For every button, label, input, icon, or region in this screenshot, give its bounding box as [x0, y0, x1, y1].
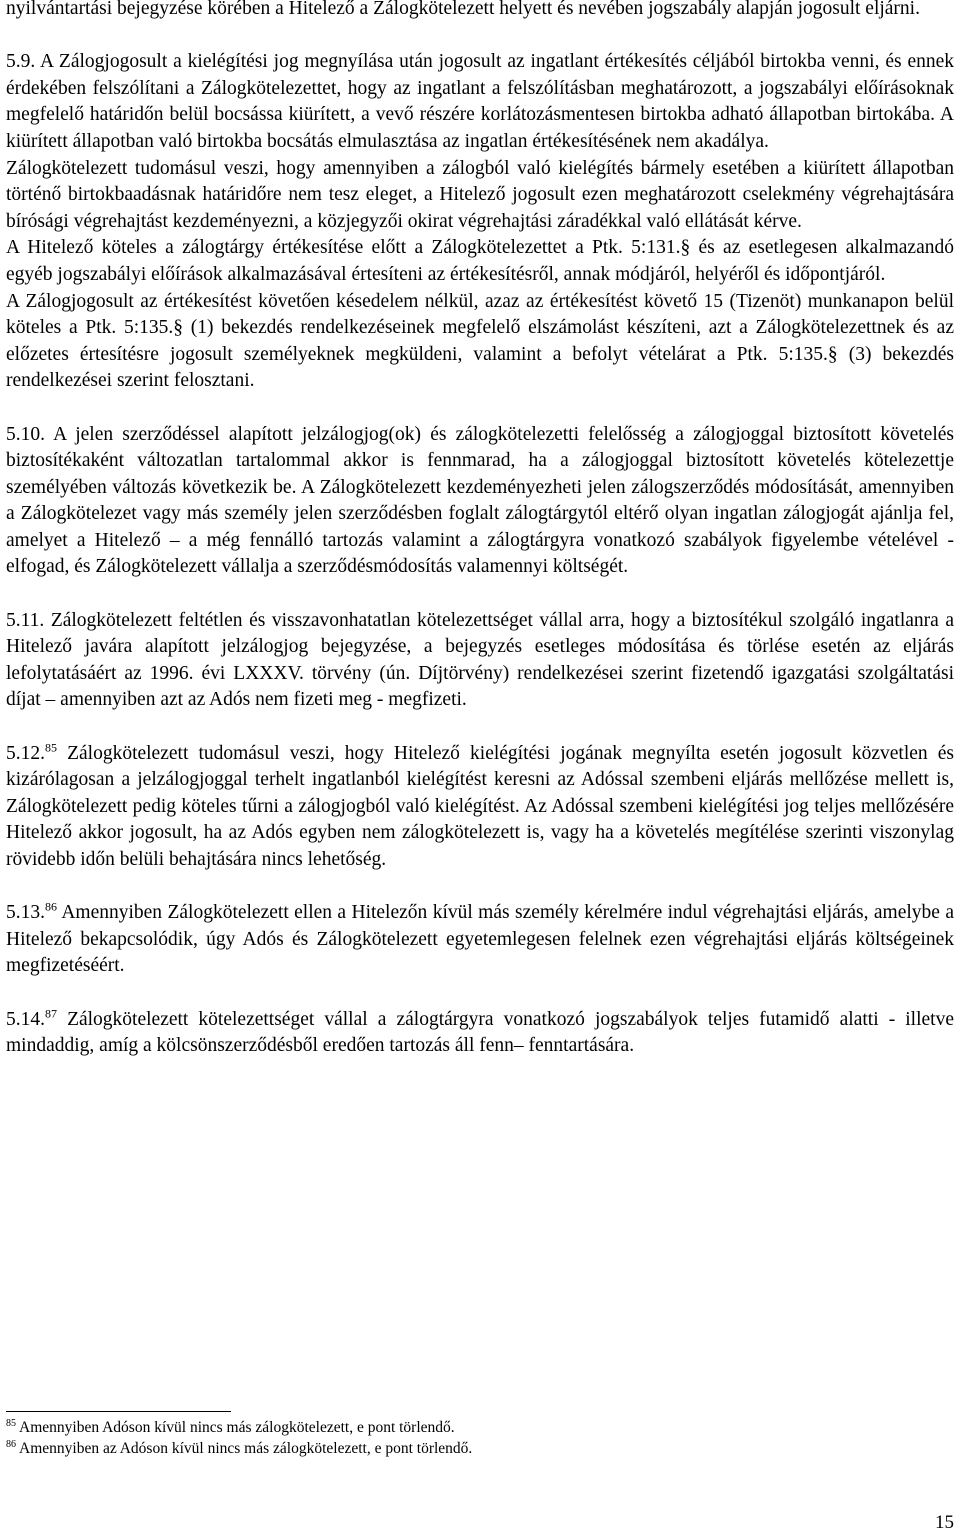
footnote-ref: 85: [45, 740, 57, 755]
section-text: Zálogkötelezett kötelezettséget vállal a zálogtárgyra vonatkozó jogszabályok teljes futamidő alatti - illetve mindaddig, amíg a kölcsönszerződésből eredően tartozás áll fenn– fenntartására.: [6, 1008, 954, 1057]
footnote-ref: 86: [45, 899, 57, 914]
section-number: 5.12.: [6, 742, 45, 764]
footnote-ref: 87: [45, 1006, 57, 1021]
spacer: [6, 23, 954, 50]
footnote-divider: [6, 1411, 231, 1412]
spacer: [6, 395, 954, 422]
paragraph-5-9: 5.9. A Zálogjogosult a kielégítési jog megnyílása után jogosult az ingatlant értékesítés céljából birtokba venni, és ennek érdekében felszólítani a Zálogkötelezettet, hogy az ingatlant a felszólításban meghatározott, a jogszabályi előírásoknak megfelelő határidőn belül bocsássa kiürített, a vevő részére korlátozásmentesen birtokba adható állapotban birtokába. A kiürített állapotban való birtokba bocsátás elmulasztása az ingatlan értékesítésének nem akadálya.: [6, 51, 954, 152]
page-number: 15: [935, 1512, 954, 1533]
footnote-86: [6, 1438, 954, 1459]
section-text: Zálogkötelezett tudomásul veszi, hogy Hitelező kielégítési jogának megnyílta esetén jogosult közvetlen és kizárólagosan a jelzálogjoggal terhelt ingatlanból kielégítést keresni az Adóssal szembeni eljárás mellőzése mellett is, Zálogkötelezett pedig köteles tűrni a zálogjogból való kielégítést. Az Adóssal szembeni kielégítési jog teljes mellőzésére Hitelező akkor jogosult, ha az Adós egyben nem zálogkötelezett is, vagy ha a követelés megítélése szerinti viszonylag rövidebb időn belüli behajtására nincs lehetőség.: [6, 742, 954, 870]
paragraph-5-13: [6, 900, 954, 980]
footnote-text: Amennyiben Adóson kívül nincs más zálogkötelezett, e pont törlendő.: [16, 1419, 455, 1436]
footnote-number: 86: [6, 1438, 16, 1450]
paragraph-5-9-enforcement: Zálogkötelezett tudomásul veszi, hogy amennyiben a zálogból való kielégítés bármely esetében a kiürített állapotban történő birtokbaadásnak határidőre nem tesz eleget, a Hitelező jogosult ezen meghatározott cselekmény végrehajtására bírósági végrehajtást kezdeményezni, a közjegyzői okirat végrehajtási záradékkal való ellátását kérve.: [6, 157, 954, 232]
footnote-text: Amennyiben az Adóson kívül nincs más zálogkötelezett, e pont törlendő.: [16, 1440, 473, 1457]
paragraph-intro: nyilvántartási bejegyzése körében a Hitelező a Zálogkötelezett helyett és nevében jogszabály alapján jogosult eljárni.: [6, 0, 920, 19]
document-body: [6, 0, 954, 1060]
paragraph-5-12: [6, 741, 954, 874]
spacer: [6, 714, 954, 741]
paragraph-5-9-notification: A Hitelező köteles a zálogtárgy értékesítése előtt a Zálogkötelezettet a Ptk. 5:131.§ és az esetlegesen alkalmazandó egyéb jogszabályi előírások alkalmazásával értesíteni az értékesítésről, annak módjáról, helyéről és időpontjáról.: [6, 237, 954, 285]
section-number: 5.13.: [6, 902, 45, 924]
paragraph-5-11: 5.11. Zálogkötelezett feltétlen és visszavonhatatlan kötelezettséget vállal arra, hogy a biztosítékul szolgáló ingatlanra a Hitelező javára alapított jelzálogjog bejegyzése, a bejegyzés esetleges módosítása és törlése esetén az eljárás lefolytatásáért az 1996. évi LXXXV. törvény (ún. Díjtörvény) rendelkezései szerint fizetendő igazgatási szolgáltatási díjat – amennyiben azt az Adós nem fizeti meg - megfizeti.: [6, 609, 954, 711]
section-number: 5.14.: [6, 1008, 45, 1030]
footnotes: [6, 1417, 954, 1459]
paragraph-5-9-settlement: A Zálogjogosult az értékesítést követően késedelem nélkül, azaz az értékesítést követő 15 (Tizenöt) munkanapon belül köteles a Ptk. 5:135.§ (1) bekezdés rendelkezéseinek megfelelő elszámolást készíteni, azt a Zálogkötelezettnek és az előzetes értesítésre jogosult személyeknek megküldeni, valamint a befolyt vételárat a Ptk. 5:135.§ (3) bekezdés rendelkezései szerint felosztani.: [6, 290, 954, 392]
paragraph-5-10: 5.10. A jelen szerződéssel alapított jelzálogjog(ok) és zálogkötelezetti felelősség a zálogjoggal biztosított követelés biztosítékaként változatlan tartalommal akkor is fennmarad, ha a zálogjoggal biztosított követelés kötelezettje személyében változás következik be. A Zálogkötelezett kezdeményezheti jelen zálogszerződés módosítását, amennyiben a Zálogkötelezet vagy más személy jelen szerződésben foglalt zálogtárgytól eltérő olyan ingatlan zálogjogát ajánlja fel, amelyet a Hitelező – a még fennálló tartozás valamint a zálogtárgyra vonatkozó szabályok figyelembe vételével - elfogad, és Zálogkötelezett vállalja a szerződésmódosítás valamennyi költségét.: [6, 423, 954, 578]
section-text: Amennyiben Zálogkötelezett ellen a Hitelezőn kívül más személy kérelmére indul végrehajtási eljárás, amelybe a Hitelező bekapcsolódik, úgy Adós és Zálogkötelezett egyetemlegesen felelnek ezen végrehajtási eljárás költségeinek megfizetéséért.: [6, 902, 954, 977]
footnote-number: 85: [6, 1417, 16, 1429]
spacer: [6, 980, 954, 1007]
paragraph-5-14: [6, 1007, 954, 1060]
spacer: [6, 581, 954, 608]
footnote-85: [6, 1417, 954, 1438]
spacer: [6, 874, 954, 901]
